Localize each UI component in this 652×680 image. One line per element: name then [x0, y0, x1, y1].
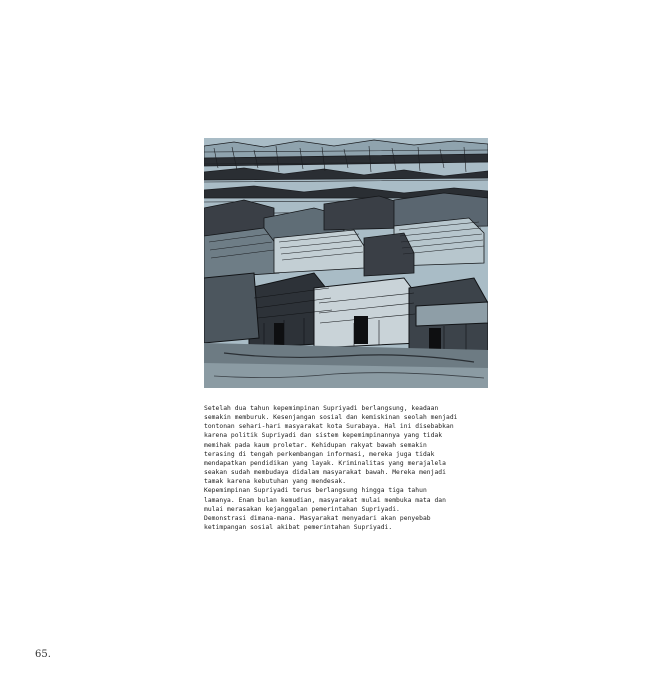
text-line: mulai merasakan kejanggalan pemerintahan Supriyadi.: [204, 505, 400, 513]
text-line: Kepemimpinan Supriyadi terus berlangsung hingga tiga tahun: [204, 487, 427, 495]
page-number: 65.: [35, 649, 51, 660]
text-line: seakan sudah membudaya didalam masyarakat bawah. Mereka menjadi: [204, 469, 446, 477]
text-line: semakin memburuk. Kesenjangan sosial dan kemiskinan seolah menjadi: [204, 414, 458, 422]
text-line: memihak pada kaum proletar. Kehidupan rakyat bawah semakin: [204, 441, 427, 449]
text-line: tontonan sehari-hari masyarakat kota Surabaya. Hal ini disebabkan: [204, 423, 454, 431]
slum-illustration: [204, 138, 488, 388]
text-line: mendapatkan pendidikan yang layak. Kriminalitas yang merajalela: [204, 459, 446, 467]
text-line: Demonstrasi dimana-mana. Masyarakat menyadari akan penyebab: [204, 514, 431, 522]
text-line: terasing di tengah perkembangan informasi, mereka juga tidak: [204, 450, 435, 458]
text-line: karena politik Supriyadi dan sistem kepemimpinannya yang tidak: [204, 432, 443, 440]
text-line: ketimpangan sosial akibat pemerintahan Supriyadi.: [204, 524, 393, 532]
body-text: [204, 404, 504, 532]
text-line: Setelah dua tahun kepemimpinan Supriyadi berlangsung, keadaan: [204, 405, 439, 412]
text-line: tamak karena kebutuhan yang mendesak.: [204, 478, 347, 486]
text-line: lamanya. Enam bulan kemudian, masyarakat mulai membuka mata dan: [204, 496, 446, 504]
